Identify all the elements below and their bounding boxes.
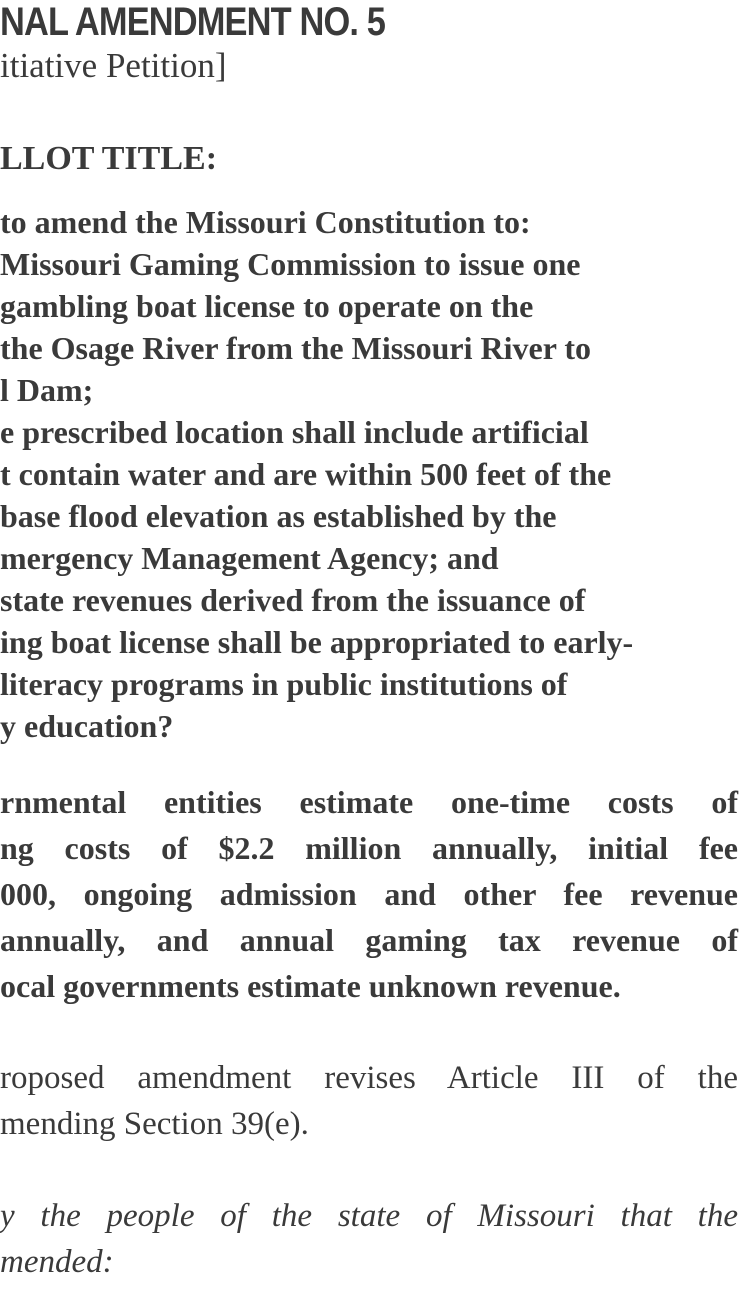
- question-line: t contain water and are within 500 feet of the: [0, 456, 612, 492]
- enacting-clause-line: y the people of the state of Missouri that the: [0, 1198, 738, 1234]
- proposal-line: mending Section 39(e).: [0, 1106, 309, 1142]
- petition-subtitle: itiative Petition]: [0, 46, 227, 85]
- question-line: ing boat license shall be appropriated to early-: [0, 624, 634, 660]
- question-line: y education?: [0, 708, 174, 744]
- ballot-title-label: LLOT TITLE:: [0, 140, 218, 177]
- question-line: mergency Management Agency; and: [0, 540, 499, 576]
- amendment-heading: NAL AMENDMENT NO. 5: [0, 0, 386, 44]
- question-line: Missouri Gaming Commission to issue one: [0, 246, 581, 282]
- question-line: e prescribed location shall include artificial: [0, 414, 589, 450]
- fiscal-note-line: ng costs of $2.2 million annually, initial fee: [0, 830, 738, 866]
- fiscal-note-line: rnmental entities estimate one-time costs of: [0, 784, 738, 820]
- proposal-line: roposed amendment revises Article III of the: [0, 1060, 738, 1096]
- question-line: the Osage River from the Missouri River to: [0, 330, 591, 366]
- question-line: to amend the Missouri Constitution to:: [0, 204, 531, 240]
- question-line: l Dam;: [0, 372, 94, 408]
- fiscal-note-line: annually, and annual gaming tax revenue of: [0, 922, 738, 958]
- question-line: literacy programs in public institutions of: [0, 666, 568, 702]
- fiscal-note-line: 000, ongoing admission and other fee revenue: [0, 876, 738, 912]
- question-line: state revenues derived from the issuance of: [0, 582, 586, 618]
- question-line: gambling boat license to operate on the: [0, 288, 534, 324]
- enacting-clause-line: mended:: [0, 1244, 114, 1280]
- fiscal-note-line: ocal governments estimate unknown revenue.: [0, 968, 621, 1004]
- question-line: base flood elevation as established by the: [0, 498, 557, 534]
